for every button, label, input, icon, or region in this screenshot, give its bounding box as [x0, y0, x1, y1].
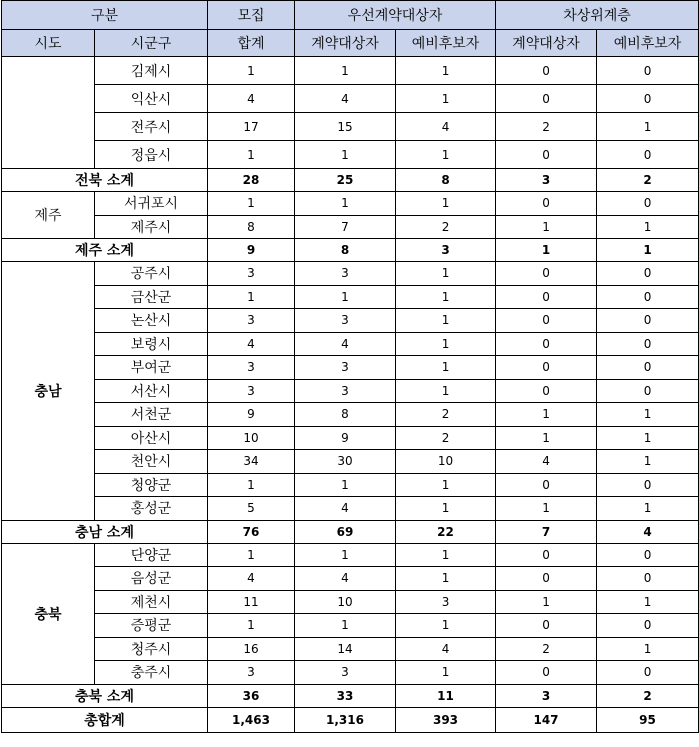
value-cell: 0 — [496, 543, 597, 567]
value-cell: 1 — [208, 473, 295, 497]
table-row — [2, 450, 699, 474]
table-row — [2, 497, 699, 521]
value-cell: 0 — [496, 192, 597, 216]
city-cell: 정읍시 — [95, 141, 208, 169]
subtotal-value: 2 — [597, 169, 699, 192]
city-cell: 제주시 — [95, 215, 208, 239]
table-row — [2, 113, 699, 141]
subtotal-value: 28 — [208, 169, 295, 192]
value-cell: 1 — [496, 403, 597, 427]
value-cell: 1 — [597, 426, 699, 450]
city-cell: 천안시 — [95, 450, 208, 474]
value-cell: 0 — [597, 332, 699, 356]
value-cell: 3 — [295, 379, 396, 403]
value-cell: 1 — [295, 543, 396, 567]
table-row — [2, 262, 699, 286]
value-cell: 3 — [396, 590, 496, 614]
value-cell: 10 — [396, 450, 496, 474]
value-cell: 0 — [597, 567, 699, 591]
value-cell: 0 — [597, 379, 699, 403]
value-cell: 1 — [597, 215, 699, 239]
city-cell: 익산시 — [95, 85, 208, 113]
value-cell: 1 — [496, 590, 597, 614]
city-cell: 청주시 — [95, 637, 208, 661]
table-row — [2, 332, 699, 356]
province-cell: 충남 — [2, 262, 95, 521]
city-cell: 서산시 — [95, 379, 208, 403]
value-cell: 3 — [208, 356, 295, 380]
value-cell: 1 — [597, 637, 699, 661]
value-cell: 0 — [597, 57, 699, 85]
header-next-contract: 계약대상자 — [496, 30, 597, 57]
table-row — [2, 661, 699, 685]
value-cell: 3 — [208, 661, 295, 685]
value-cell: 34 — [208, 450, 295, 474]
table-row — [2, 85, 699, 113]
city-cell: 증평군 — [95, 614, 208, 638]
value-cell: 0 — [597, 192, 699, 216]
table-row — [2, 543, 699, 567]
subtotal-value: 3 — [396, 239, 496, 262]
subtotal-row — [2, 520, 699, 543]
value-cell: 3 — [208, 309, 295, 333]
table-row — [2, 473, 699, 497]
allocation-table — [1, 0, 699, 733]
value-cell: 0 — [496, 332, 597, 356]
value-cell: 1 — [396, 309, 496, 333]
subtotal-value: 33 — [295, 684, 396, 707]
table-row — [2, 309, 699, 333]
subtotal-value: 69 — [295, 520, 396, 543]
value-cell: 1 — [597, 450, 699, 474]
value-cell: 3 — [295, 309, 396, 333]
value-cell: 0 — [597, 285, 699, 309]
city-cell: 논산시 — [95, 309, 208, 333]
value-cell: 3 — [295, 262, 396, 286]
value-cell: 1 — [208, 543, 295, 567]
header-reserve: 예비후보자 — [396, 30, 496, 57]
value-cell: 1 — [208, 57, 295, 85]
value-cell: 1 — [396, 614, 496, 638]
value-cell: 1 — [396, 141, 496, 169]
value-cell: 0 — [496, 614, 597, 638]
subtotal-value: 7 — [496, 520, 597, 543]
value-cell: 4 — [396, 637, 496, 661]
header-sigungu: 시군구 — [95, 30, 208, 57]
value-cell: 0 — [597, 309, 699, 333]
city-cell: 충주시 — [95, 661, 208, 685]
subtotal-label: 충북 소계 — [2, 684, 208, 707]
subtotal-value: 11 — [396, 684, 496, 707]
value-cell: 2 — [496, 113, 597, 141]
subtotal-value: 1 — [496, 239, 597, 262]
value-cell: 3 — [295, 356, 396, 380]
subtotal-value: 9 — [208, 239, 295, 262]
value-cell: 1 — [396, 57, 496, 85]
value-cell: 1 — [295, 141, 396, 169]
value-cell: 1 — [496, 215, 597, 239]
table-row — [2, 590, 699, 614]
city-cell: 보령시 — [95, 332, 208, 356]
grand-total-value: 1,463 — [208, 707, 295, 732]
header-contract: 계약대상자 — [295, 30, 396, 57]
value-cell: 0 — [496, 356, 597, 380]
city-cell: 전주시 — [95, 113, 208, 141]
table-row — [2, 285, 699, 309]
value-cell: 1 — [396, 356, 496, 380]
header-row-2 — [2, 30, 699, 57]
value-cell: 1 — [396, 567, 496, 591]
value-cell: 2 — [396, 403, 496, 427]
table-row — [2, 57, 699, 85]
city-cell: 김제시 — [95, 57, 208, 85]
header-gubun: 구분 — [2, 1, 208, 30]
value-cell: 0 — [597, 85, 699, 113]
value-cell: 1 — [295, 473, 396, 497]
subtotal-value: 3 — [496, 169, 597, 192]
value-cell: 3 — [208, 379, 295, 403]
value-cell: 0 — [496, 567, 597, 591]
value-cell: 0 — [496, 57, 597, 85]
city-cell: 서귀포시 — [95, 192, 208, 216]
city-cell: 부여군 — [95, 356, 208, 380]
subtotal-row — [2, 239, 699, 262]
city-cell: 홍성군 — [95, 497, 208, 521]
table-row — [2, 141, 699, 169]
value-cell: 11 — [208, 590, 295, 614]
value-cell: 9 — [208, 403, 295, 427]
value-cell: 10 — [295, 590, 396, 614]
value-cell: 1 — [295, 192, 396, 216]
value-cell: 1 — [597, 497, 699, 521]
value-cell: 4 — [208, 567, 295, 591]
value-cell: 1 — [208, 285, 295, 309]
value-cell: 8 — [208, 215, 295, 239]
value-cell: 4 — [295, 332, 396, 356]
value-cell: 0 — [496, 473, 597, 497]
subtotal-label: 충남 소계 — [2, 520, 208, 543]
value-cell: 1 — [597, 590, 699, 614]
city-cell: 아산시 — [95, 426, 208, 450]
header-priority: 우선계약대상자 — [295, 1, 496, 30]
value-cell: 1 — [496, 497, 597, 521]
header-total: 합계 — [208, 30, 295, 57]
subtotal-label: 제주 소계 — [2, 239, 208, 262]
table-row — [2, 356, 699, 380]
value-cell: 0 — [496, 85, 597, 113]
value-cell: 1 — [295, 57, 396, 85]
table-row — [2, 426, 699, 450]
value-cell: 8 — [295, 403, 396, 427]
value-cell: 4 — [208, 332, 295, 356]
city-cell: 금산군 — [95, 285, 208, 309]
header-next-reserve: 예비후보자 — [597, 30, 699, 57]
value-cell: 1 — [597, 403, 699, 427]
value-cell: 1 — [396, 285, 496, 309]
grand-total-value: 147 — [496, 707, 597, 732]
value-cell: 1 — [396, 332, 496, 356]
table-body — [2, 57, 699, 733]
value-cell: 1 — [496, 426, 597, 450]
value-cell: 0 — [597, 356, 699, 380]
subtotal-value: 2 — [597, 684, 699, 707]
value-cell: 1 — [396, 379, 496, 403]
value-cell: 1 — [396, 192, 496, 216]
value-cell: 2 — [396, 215, 496, 239]
province-cell: 충북 — [2, 543, 95, 684]
value-cell: 4 — [295, 85, 396, 113]
value-cell: 0 — [496, 379, 597, 403]
value-cell: 5 — [208, 497, 295, 521]
subtotal-value: 3 — [496, 684, 597, 707]
subtotal-label: 전북 소계 — [2, 169, 208, 192]
city-cell: 단양군 — [95, 543, 208, 567]
subtotal-value: 4 — [597, 520, 699, 543]
value-cell: 0 — [597, 141, 699, 169]
value-cell: 2 — [396, 426, 496, 450]
table-row — [2, 567, 699, 591]
subtotal-row — [2, 169, 699, 192]
grand-total-value: 1,316 — [295, 707, 396, 732]
value-cell: 7 — [295, 215, 396, 239]
value-cell: 1 — [295, 285, 396, 309]
value-cell: 1 — [597, 113, 699, 141]
subtotal-row — [2, 684, 699, 707]
value-cell: 1 — [396, 497, 496, 521]
table-row — [2, 614, 699, 638]
grand-total-value: 95 — [597, 707, 699, 732]
table-row — [2, 192, 699, 216]
value-cell: 1 — [396, 543, 496, 567]
value-cell: 16 — [208, 637, 295, 661]
value-cell: 1 — [208, 614, 295, 638]
value-cell: 1 — [396, 262, 496, 286]
value-cell: 0 — [496, 285, 597, 309]
value-cell: 1 — [295, 614, 396, 638]
value-cell: 1 — [396, 661, 496, 685]
header-mojip: 모집 — [208, 1, 295, 30]
value-cell: 0 — [597, 543, 699, 567]
value-cell: 3 — [208, 262, 295, 286]
value-cell: 4 — [396, 113, 496, 141]
value-cell: 30 — [295, 450, 396, 474]
city-cell: 서천군 — [95, 403, 208, 427]
city-cell: 청양군 — [95, 473, 208, 497]
value-cell: 17 — [208, 113, 295, 141]
value-cell: 4 — [295, 567, 396, 591]
subtotal-value: 8 — [396, 169, 496, 192]
value-cell: 1 — [208, 141, 295, 169]
header-sido: 시도 — [2, 30, 95, 57]
subtotal-value: 22 — [396, 520, 496, 543]
value-cell: 9 — [295, 426, 396, 450]
value-cell: 2 — [496, 637, 597, 661]
value-cell: 1 — [396, 473, 496, 497]
value-cell: 1 — [208, 192, 295, 216]
value-cell: 4 — [208, 85, 295, 113]
value-cell: 0 — [597, 661, 699, 685]
value-cell: 3 — [295, 661, 396, 685]
value-cell: 0 — [496, 661, 597, 685]
subtotal-value: 25 — [295, 169, 396, 192]
grand-total-row — [2, 707, 699, 732]
table-row — [2, 637, 699, 661]
city-cell: 음성군 — [95, 567, 208, 591]
subtotal-value: 8 — [295, 239, 396, 262]
header-next: 차상위계층 — [496, 1, 699, 30]
city-cell: 제천시 — [95, 590, 208, 614]
header-row-1 — [2, 1, 699, 30]
subtotal-value: 1 — [597, 239, 699, 262]
value-cell: 0 — [496, 262, 597, 286]
value-cell: 0 — [597, 473, 699, 497]
value-cell: 0 — [496, 309, 597, 333]
table-row — [2, 215, 699, 239]
grand-total-value: 393 — [396, 707, 496, 732]
value-cell: 4 — [496, 450, 597, 474]
city-cell: 공주시 — [95, 262, 208, 286]
province-cell — [2, 57, 95, 169]
grand-total-label: 총합계 — [2, 707, 208, 732]
value-cell: 0 — [597, 614, 699, 638]
table-row — [2, 403, 699, 427]
value-cell: 4 — [295, 497, 396, 521]
subtotal-value: 36 — [208, 684, 295, 707]
value-cell: 10 — [208, 426, 295, 450]
province-cell: 제주 — [2, 192, 95, 239]
subtotal-value: 76 — [208, 520, 295, 543]
value-cell: 0 — [496, 141, 597, 169]
value-cell: 0 — [597, 262, 699, 286]
value-cell: 15 — [295, 113, 396, 141]
table-row — [2, 379, 699, 403]
value-cell: 1 — [396, 85, 496, 113]
value-cell: 14 — [295, 637, 396, 661]
